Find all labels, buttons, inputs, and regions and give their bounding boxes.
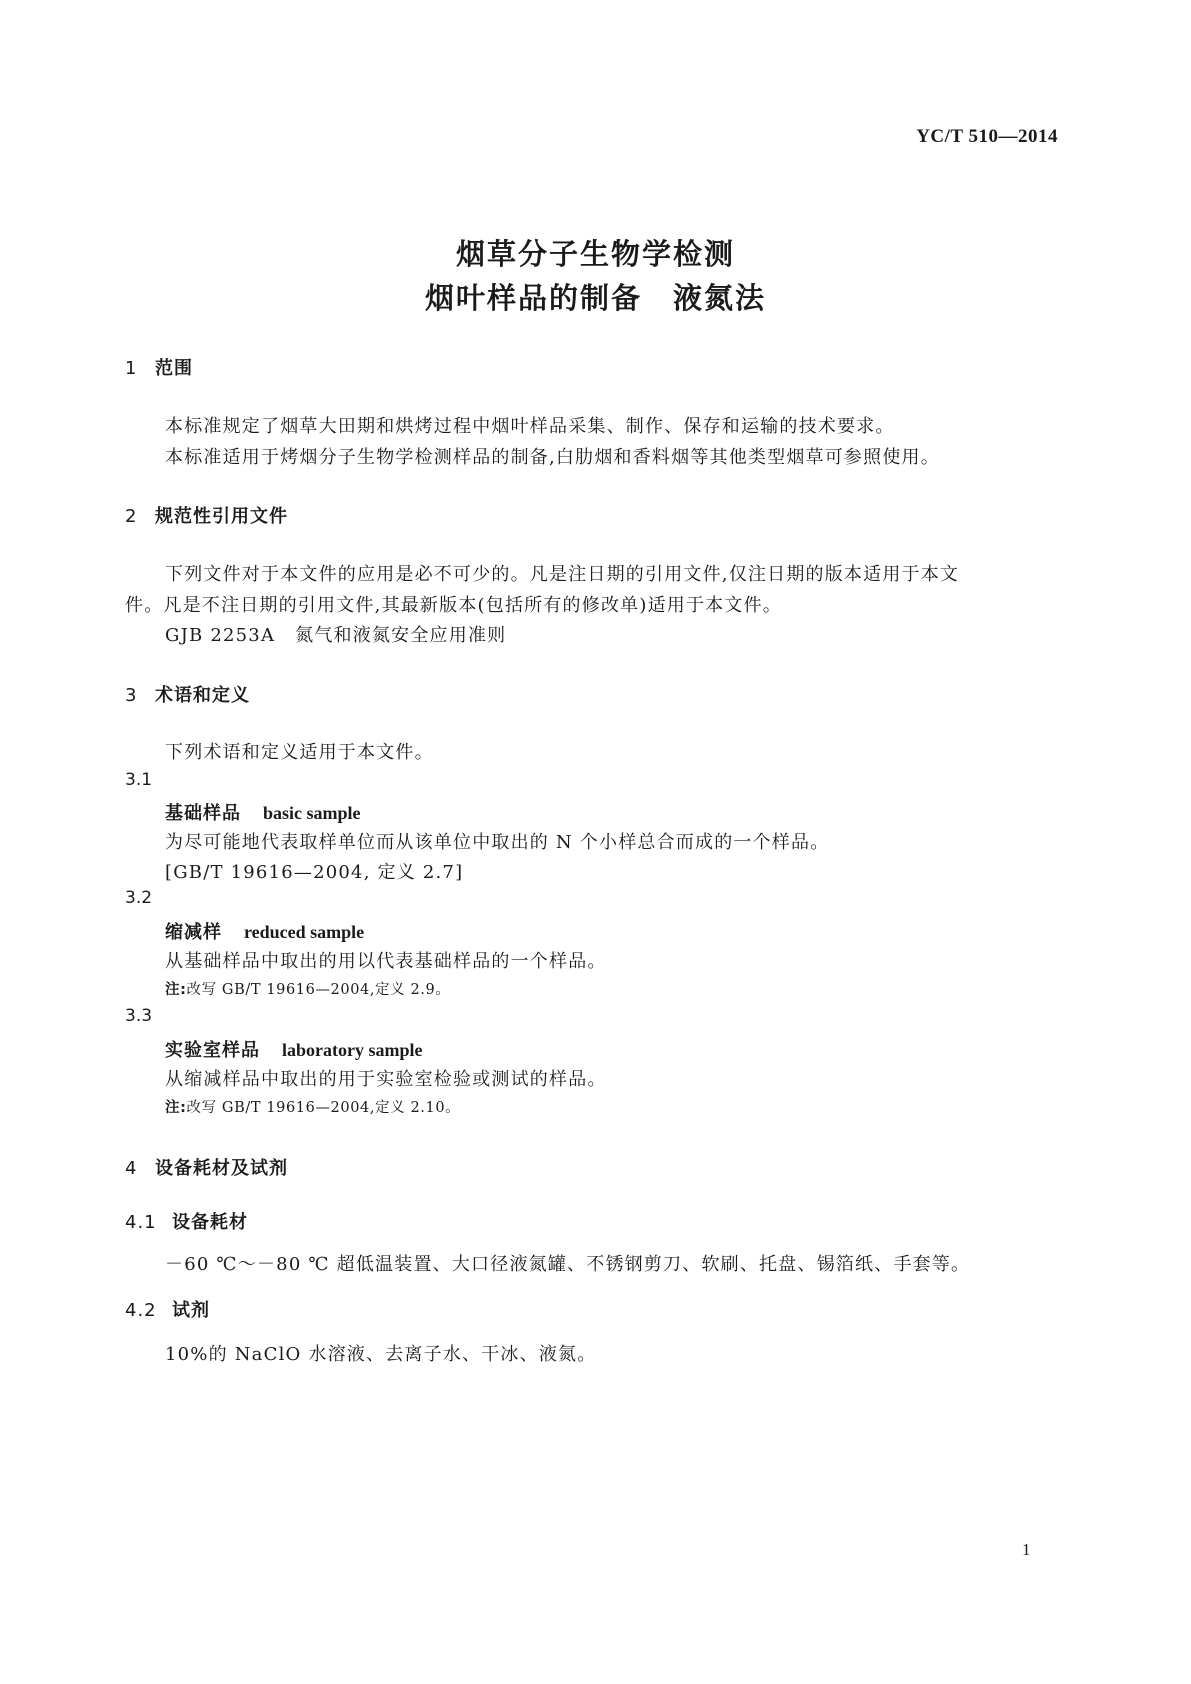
section-1-heading	[125, 354, 193, 380]
section-1-paragraph-2: 本标准适用于烤烟分子生物学检测样品的制备,白肋烟和香料烟等其他类型烟草可参照使用。	[165, 447, 940, 468]
note-label: 注:	[165, 1100, 187, 1116]
section-2-paragraph-line-1: 下列文件对于本文件的应用是必不可少的。凡是注日期的引用文件,仅注日期的版本适用于本文	[165, 564, 960, 585]
term-name	[165, 799, 361, 825]
section-number: 1	[125, 358, 138, 379]
reference-title: 氮气和液氮安全应用准则	[295, 625, 507, 646]
subsection-title: 试剂	[172, 1300, 210, 1321]
document-title-line-1: 烟草分子生物学检测	[455, 237, 735, 271]
reference-code: GJB 2253A	[165, 625, 276, 646]
section-2-heading	[125, 502, 288, 528]
term-source: [GB/T 19616—2004, 定义 2.7]	[165, 862, 464, 883]
section-3-heading	[125, 681, 250, 707]
term-name-en: laboratory sample	[282, 1040, 423, 1060]
term-number: 3.2	[125, 888, 153, 908]
page-number: 1	[1022, 1540, 1031, 1559]
note-text: 改写 GB/T 19616—2004,定义 2.10。	[186, 1100, 461, 1116]
section-3-intro: 下列术语和定义适用于本文件。	[165, 742, 434, 763]
term-definition: 为尽可能地代表取样单位而从该单位中取出的 N 个小样总合而成的一个样品。	[165, 832, 830, 853]
term-name-cn: 基础样品	[165, 803, 241, 824]
term-note	[165, 1096, 460, 1117]
term-name-cn: 缩减样	[165, 922, 222, 943]
term-note	[165, 978, 450, 999]
section-title: 范围	[155, 358, 193, 379]
section-number: 3	[125, 685, 138, 706]
note-text: 改写 GB/T 19616—2004,定义 2.9。	[186, 982, 451, 998]
section-number: 2	[125, 506, 138, 527]
equipment-list: －60 ℃～－80 ℃ 超低温装置、大口径液氮罐、不锈钢剪刀、软刷、托盘、锡箔纸、手套等。	[165, 1254, 971, 1275]
term-number: 3.3	[125, 1006, 153, 1026]
term-name	[165, 1036, 422, 1062]
section-title: 设备耗材及试剂	[155, 1158, 288, 1179]
term-name-cn: 实验室样品	[165, 1040, 260, 1061]
term-definition: 从缩减样品中取出的用于实验室检验或测试的样品。	[165, 1069, 607, 1090]
term-name-en: reduced sample	[244, 922, 365, 942]
section-number: 4	[125, 1158, 138, 1179]
subsection-title: 设备耗材	[172, 1212, 248, 1233]
reagent-list: 10%的 NaClO 水溶液、去离子水、干冰、液氮。	[165, 1344, 597, 1365]
term-name-en: basic sample	[263, 803, 361, 823]
term-definition: 从基础样品中取出的用以代表基础样品的一个样品。	[165, 951, 607, 972]
standard-code: YC/T 510—2014	[916, 126, 1058, 147]
section-title: 规范性引用文件	[155, 506, 288, 527]
section-4-heading	[125, 1154, 288, 1180]
section-1-paragraph-1: 本标准规定了烟草大田期和烘烤过程中烟叶样品采集、制作、保存和运输的技术要求。	[165, 416, 895, 437]
subsection-4-2-heading	[125, 1296, 210, 1322]
section-title: 术语和定义	[155, 685, 250, 706]
subsection-4-1-heading	[125, 1208, 248, 1234]
document-title-line-2: 烟叶样品的制备 液氮法	[424, 281, 766, 315]
term-name	[165, 918, 364, 944]
subsection-number: 4.2	[125, 1300, 157, 1321]
normative-reference	[165, 621, 506, 647]
section-2-paragraph-line-2: 件。凡是不注日期的引用文件,其最新版本(包括所有的修改单)适用于本文件。	[125, 595, 782, 616]
note-label: 注:	[165, 982, 187, 998]
subsection-number: 4.1	[125, 1212, 157, 1233]
term-number: 3.1	[125, 770, 153, 790]
